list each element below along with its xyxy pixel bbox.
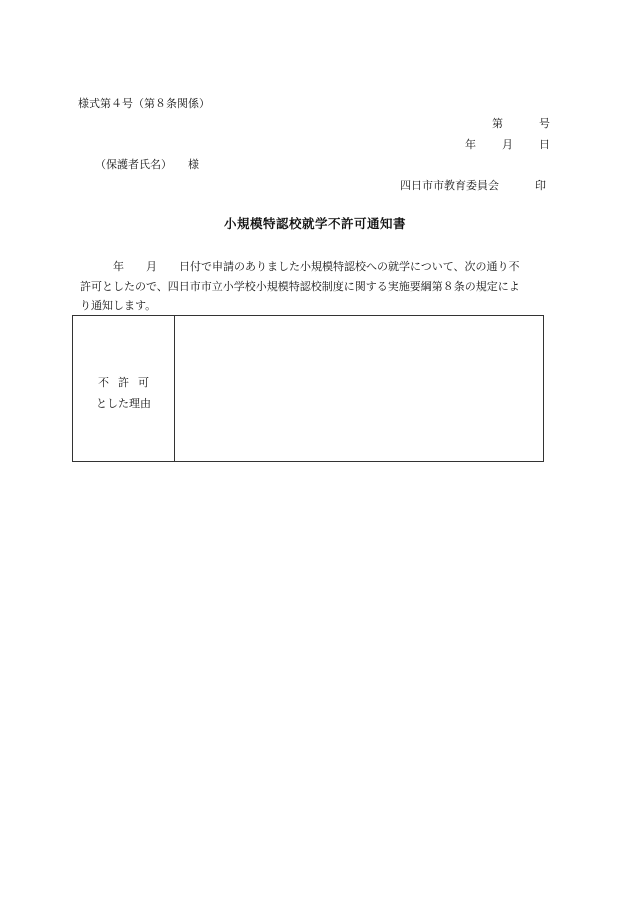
guardian-honorific: 様 [188,158,199,171]
reason-content-cell [175,316,543,461]
body-line-1: 年 月 日付で申請のありました小規模特認校への就学について、次の通り不 [80,260,520,273]
date-day: 日 [539,138,550,151]
issuer-line [286,180,546,191]
guardian-name-placeholder: （保護者氏名） [95,158,172,171]
reason-header-line-1: 不許可 [98,376,158,389]
form-label: 様式第４号（第８条関係） [78,97,210,110]
reason-header-cell [73,316,175,461]
number-suffix: 号 [539,117,550,130]
guardian-line [95,159,199,170]
reason-header-line-2: とした理由 [96,397,151,410]
body-paragraph [80,257,556,316]
document-title: 小規模特認校就学不許可通知書 [223,216,406,231]
date-month: 月 [502,138,513,151]
body-line-3: り通知します。 [80,299,157,312]
issuer-name: 四日市市教育委員会 [400,179,499,192]
document-number-line [350,118,550,129]
seal-mark: 印 [535,179,546,192]
body-line-2: 許可としたので、四日市市立小学校小規模特認校制度に関する実施要綱第８条の規定によ [80,279,520,293]
reason-table [72,315,544,462]
date-year: 年 [465,138,476,151]
number-prefix: 第 [492,117,503,130]
date-line [350,139,550,150]
